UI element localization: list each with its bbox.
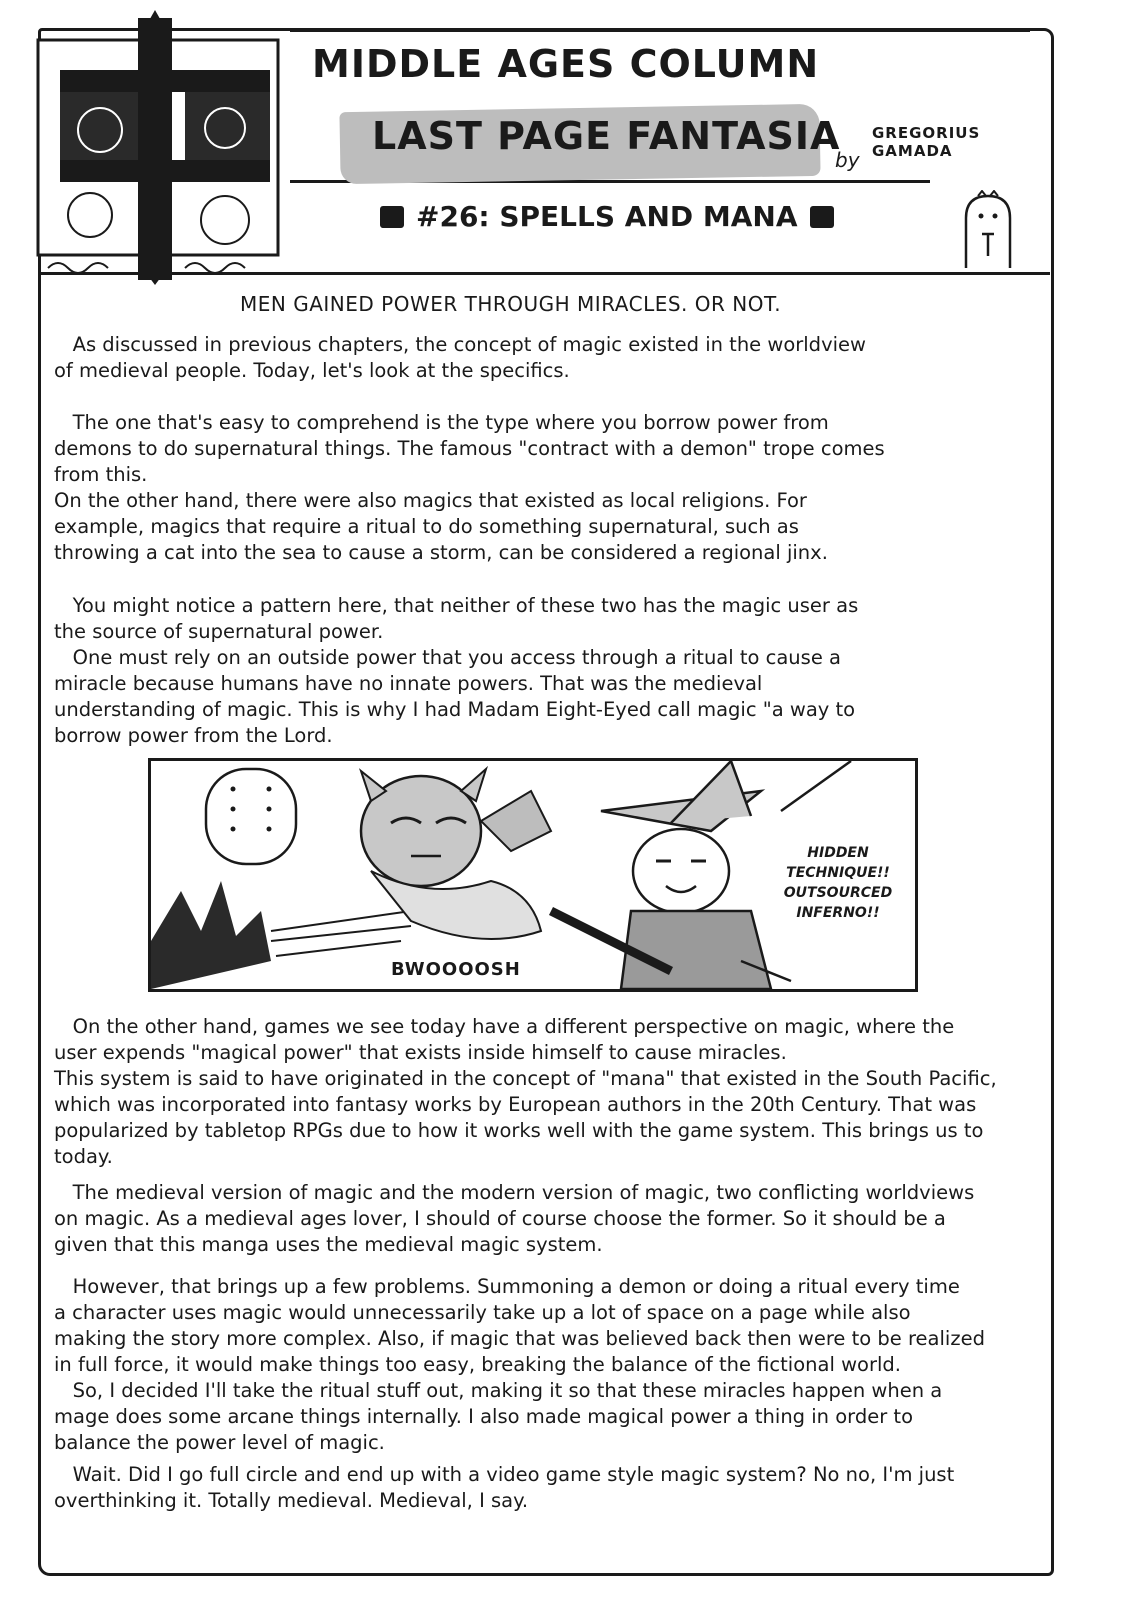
series-title: LAST PAGE FANTASIA <box>372 114 841 158</box>
author-name <box>872 124 980 160</box>
panel-caption: HIDDEN TECHNIQUE!! OUTSOURCED INFERNO!! <box>783 845 893 921</box>
paragraph-4: On the other hand, games we see today have a different perspective on magic, where the user expends "magical power" that exists inside himself to cause miracles. This system is said to have originated in the concept of "mana" that existed in the South Pacific, which was incorporated into fantasy works by European authors in the 20th Century. That was popularized by tabletop RPGs due to how it works well with the game system. This brings us to today. <box>54 1015 997 1168</box>
author-first-name: GREGORIUS <box>872 124 981 142</box>
illuminated-initial-logo <box>20 10 290 285</box>
column-title: MIDDLE AGES COLUMN <box>312 42 820 86</box>
paragraph-2: The one that's easy to comprehend is the type where you borrow power from demons to do supernatural things. The famous "contract with a demon" trope comes from this. On the other hand, there were also magics that existed as local religions. For example, magics that require a ritual to do something supernatural, such as throwing a cat into the sea to cause a storm, can be considered a regional jinx. <box>54 411 885 564</box>
tagline: MEN GAINED POWER THROUGH MIRACLES. OR NOT. <box>240 292 782 316</box>
episode-title <box>380 200 834 233</box>
comic-panel <box>148 758 918 992</box>
right-bullet-icon <box>810 206 834 228</box>
paragraph-7: Wait. Did I go full circle and end up with a video game style magic system? No no, I'm just overthinking it. Totally medieval. Medieval, I say. <box>54 1463 955 1512</box>
left-bullet-icon <box>380 206 404 228</box>
episode-label: #26: SPELLS AND MANA <box>416 200 798 233</box>
sound-effect: BWOOOOSH <box>391 959 521 980</box>
paragraph-6: However, that brings up a few problems. Summoning a demon or doing a ritual every time a character uses magic would unnecessarily take up a lot of space on a page while also making the story more complex. Also, if magic that was believed back then were to be realized in full force, it would make things too easy, breaking the balance of the fictional world. So, I decided I'll take the ritual stuff out, making it so that these miracles happen when a mage does some arcane things internally. I also made magical power a thing in order to balance the power level of magic. <box>54 1275 985 1454</box>
by-label: by <box>835 148 860 172</box>
paragraph-5: The medieval version of magic and the modern version of magic, two conflicting worldviews on magic. As a medieval ages lover, I should of course choose the former. So it should be a given that this manga uses the medieval magic system. <box>54 1181 975 1256</box>
author-last-name: GAMADA <box>872 142 953 160</box>
mascot-icon <box>960 190 1016 268</box>
paragraph-3: You might notice a pattern here, that neither of these two has the magic user as the source of supernatural power. One must rely on an outside power that you access through a ritual to cause a miracle because humans have no innate powers. That was the medieval understanding of magic. This is why I had Madam Eight-Eyed call magic "a way to borrow power from the Lord. <box>54 594 859 747</box>
paragraph-1: As discussed in previous chapters, the concept of magic existed in the worldview of medieval people. Today, let's look at the specifics. <box>54 333 866 382</box>
header-top-rule <box>290 28 1030 32</box>
